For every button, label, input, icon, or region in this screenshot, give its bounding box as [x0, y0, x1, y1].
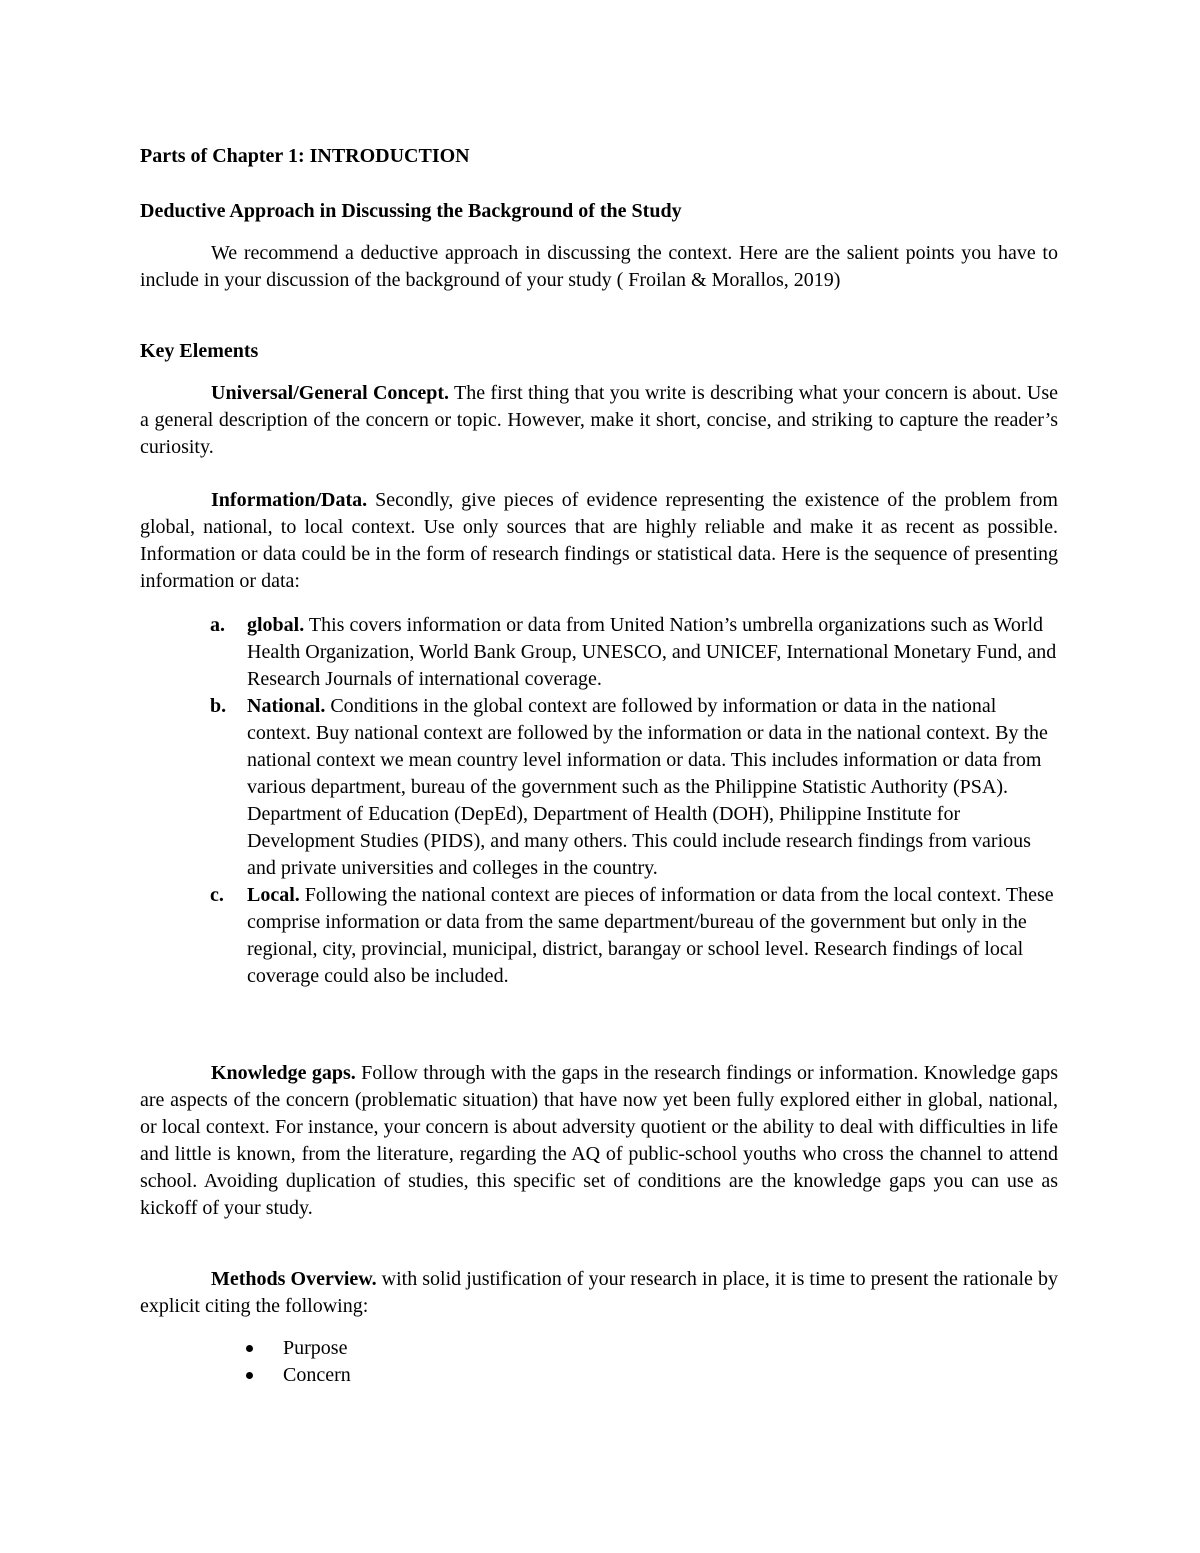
knowledge-gaps-text: Follow through with the gaps in the research findings or information. Knowledge gaps are aspects of the concern (problematic situation) that have now yet been fully explored either in global, national, or local context. For instance, your concern is about adversity quotient or the ability to deal with difficulties in life and little is known, from the literature, regarding the AQ of public-school youths who cross the channel to attend school. Avoiding duplication of studies, this specific set of conditions are the knowledge gaps you can use as kickoff of your study.	[140, 1062, 1058, 1219]
list-marker: c.	[210, 884, 224, 906]
knowledge-gaps-paragraph	[140, 1060, 1058, 1222]
list-item-lead: Local.	[247, 884, 300, 906]
list-item	[243, 1335, 351, 1362]
bullet-text: Concern	[283, 1364, 351, 1386]
list-item-text: Conditions in the global context are followed by information or data in the national context. Buy national context are followed by the information or data in the national context. By the national context we mean country level information or data. This includes information or data from various department, bureau of the government such as the Philippine Statistic Authority (PSA). Department of Education (DepEd), Department of Health (DOH), Philippine Institute for Development Studies (PIDS), and many others. This could include research findings from various and private universities and colleges in the country.	[247, 695, 1048, 879]
list-item	[210, 882, 1058, 990]
universal-concept-text: The first thing that you write is describing what your concern is about. Use a general description of the concern or topic. However, make it short, concise, and striking to capture the reader’s curiosity.	[140, 382, 1058, 458]
universal-concept-paragraph	[140, 380, 1058, 461]
methods-overview-text: with solid justification of your research in place, it is time to present the rationale by explicit citing the following:	[140, 1268, 1058, 1317]
key-elements-heading: Key Elements	[140, 340, 259, 362]
methods-overview-lead: Methods Overview.	[211, 1268, 377, 1290]
list-marker: b.	[210, 695, 227, 717]
bullet-text: Purpose	[283, 1337, 348, 1359]
section-heading: Deductive Approach in Discussing the Background of the Study	[140, 200, 682, 222]
intro-paragraph: We recommend a deductive approach in discussing the context. Here are the salient points you have to include in your discussion of the background of your study ( Froilan & Morallos, 2019)	[140, 242, 1058, 291]
list-item	[243, 1362, 351, 1389]
universal-concept-lead: Universal/General Concept.	[211, 382, 450, 404]
list-item-lead: global.	[247, 614, 305, 636]
methods-bullet-list	[243, 1335, 351, 1389]
methods-overview-paragraph	[140, 1266, 1058, 1320]
bullet-icon	[246, 1345, 253, 1352]
information-data-lead: Information/Data.	[211, 489, 368, 511]
information-data-paragraph	[140, 487, 1058, 595]
list-item	[210, 612, 1058, 693]
list-item-text: Following the national context are pieces of information or data from the local context. These comprise information or data from the same department/bureau of the government but only in the regional, city, provincial, municipal, district, barangay or school level. Research findings of local coverage could also be included.	[247, 884, 1054, 987]
information-data-text: Secondly, give pieces of evidence representing the existence of the problem from global, national, to local context. Use only sources that are highly reliable and make it as recent as possible. Information or data could be in the form of research findings or statistical data. Here is the sequence of presenting information or data:	[140, 489, 1058, 592]
list-item-text: This covers information or data from United Nation’s umbrella organizations such as World Health Organization, World Bank Group, UNESCO, and UNICEF, International Monetary Fund, and Research Journals of international coverage.	[247, 614, 1057, 690]
sequence-list	[210, 612, 1058, 990]
list-item-lead: National.	[247, 695, 326, 717]
knowledge-gaps-lead: Knowledge gaps.	[211, 1062, 356, 1084]
list-marker: a.	[210, 614, 225, 636]
list-item	[210, 693, 1058, 882]
page-title: Parts of Chapter 1: INTRODUCTION	[140, 145, 470, 167]
bullet-icon	[246, 1372, 253, 1379]
